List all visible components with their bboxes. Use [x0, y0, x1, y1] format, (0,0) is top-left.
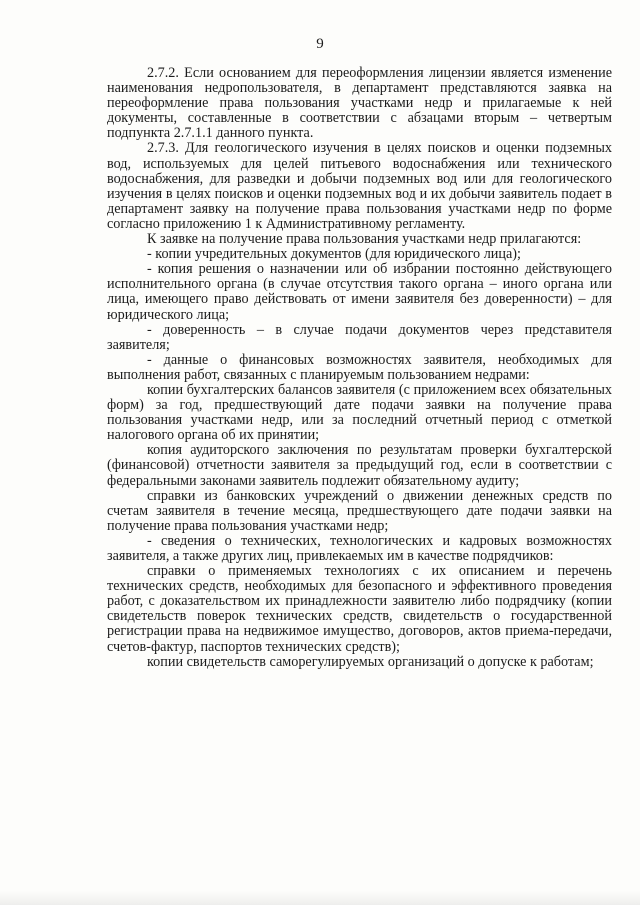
- scan-shadow-edge: [0, 891, 640, 905]
- list-item-executive-body-decision: - копия решения о назначении или об избрании постоянно действующего исполнительного органа (в случае отсутствия такого органа – иного органа или лица, имеющего право действовать от имени заявителя без доверенности) – для юридического лица;: [107, 261, 612, 323]
- sub-item-technologies-list: справки о применяемых технологиях с их описанием и перечень технических средств, необходимых для безопасного и эффективного проведения работ, с доказательством их принадлежности заявителю либо подрядчику (копии свидетельств поверок технических средств, свидетельств о государственной регистрации права на недвижимое имущество, договоров, актов приема-передачи, счетов-фактур, паспортов технических средств);: [107, 563, 612, 655]
- sub-item-bank-statements: справки из банковских учреждений о движении денежных средств по счетам заявителя в течение месяца, предшествующего дате подачи заявки на получение права пользования участками недр;: [107, 487, 612, 534]
- attachments-intro: К заявке на получение права пользования участками недр прилагаются:: [147, 231, 582, 248]
- list-item-founding-documents: - копии учредительных документов (для юридического лица);: [147, 246, 521, 263]
- list-item-technical-capabilities: - сведения о технических, технологических и кадровых возможностях заявителя, а также других лиц, привлекаемых им в качестве подрядчиков:: [107, 532, 612, 564]
- sub-item-balance-sheets: копии бухгалтерских балансов заявителя (с приложением всех обязательных форм) за год, предшествующий дате подачи заявки на получение права пользования участками недр, или за последний отчетный период с отметкой налогового органа об их принятии;: [107, 381, 612, 444]
- sub-item-sro-certificates: копии свидетельств саморегулируемых организаций о допуске к работам;: [147, 653, 594, 670]
- paragraph-2-7-3: 2.7.3. Для геологического изучения в целях поисков и оценки подземных вод, используемых для целей питьевого водоснабжения или технического водоснабжения, для разведки и добычи подземных вод или для геологического изучения в целях поисков и оценки подземных вод и их добычи заявитель подает в департамент заявку на получение права пользования участками недр по форме согласно приложению 1 к Административному регламенту.: [107, 140, 612, 232]
- paragraph-2-7-2: 2.7.2. Если основанием для переоформления лицензии является изменение наименования недропользователя, в департамент представляются заявка на переоформление права пользования участками недр и прилагаемые к ней документы, составленные в соответствии с абзацами вторым – четвертым подпункта 2.7.1.1 данного пункта.: [107, 65, 612, 142]
- sub-item-audit-report: копия аудиторского заключения по результатам проверки бухгалтерской (финансовой) отчетности заявителя за предыдущий год, если в соответствии с федеральными законами заявитель подлежит обязательному аудиту;: [107, 442, 612, 489]
- list-item-financial-capabilities: - данные о финансовых возможностях заявителя, необходимых для выполнения работ, связанных с планируемым пользованием недрами:: [107, 351, 612, 383]
- page-number: 9: [316, 36, 324, 52]
- list-item-power-of-attorney: - доверенность – в случае подачи документов через представителя заявителя;: [107, 321, 612, 353]
- document-body: [107, 66, 612, 670]
